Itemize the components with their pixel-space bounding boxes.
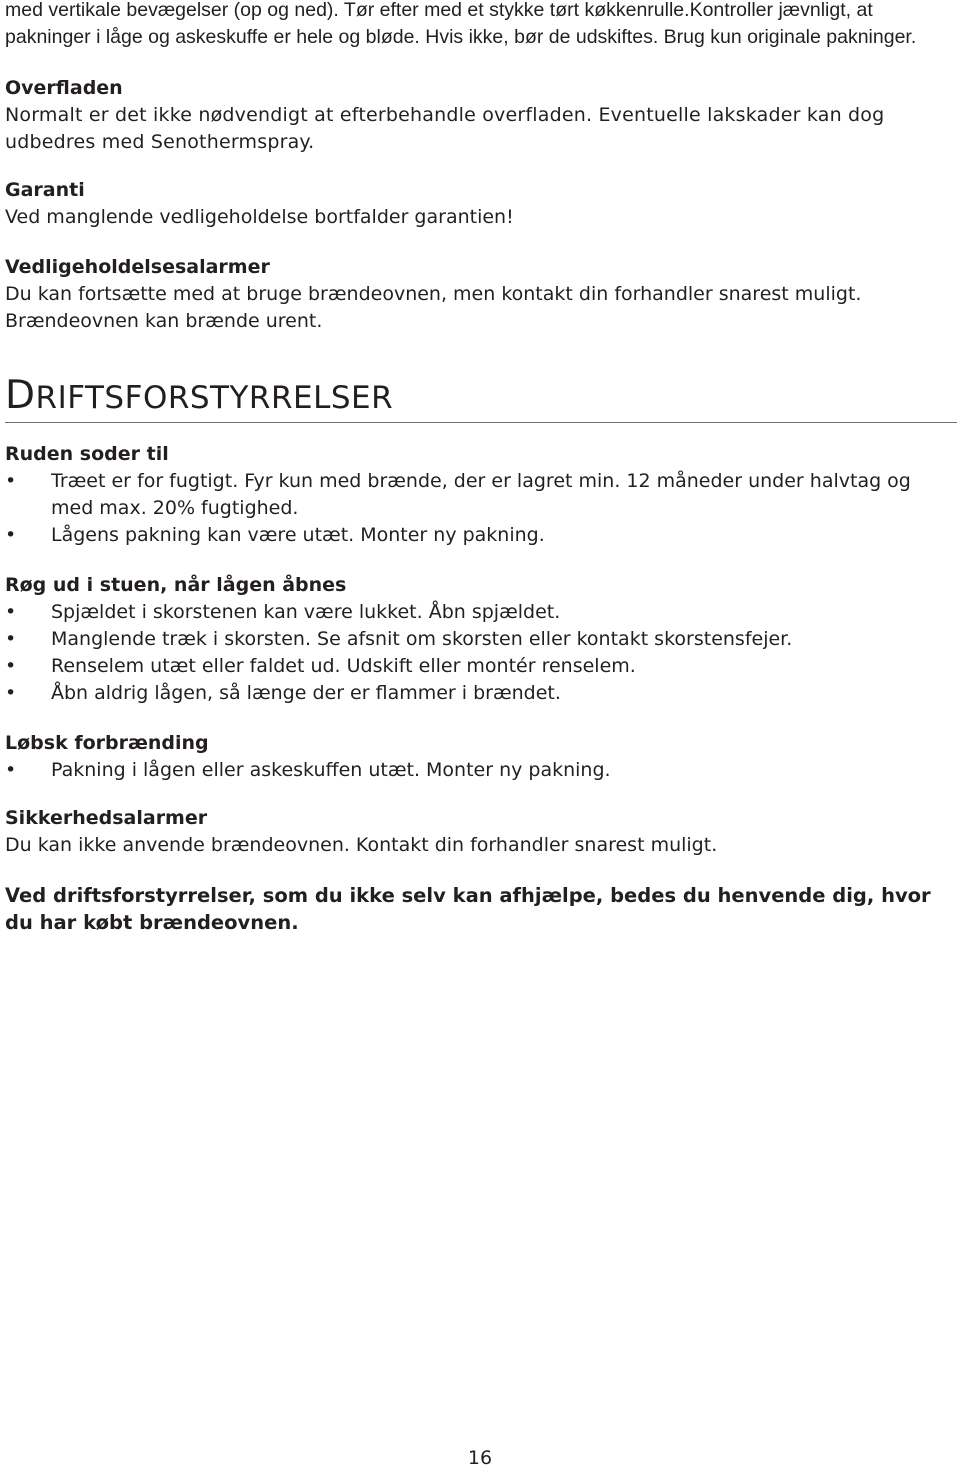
list-item bbox=[5, 599, 957, 626]
sikkerhed-section bbox=[5, 805, 957, 859]
garanti-text: Ved manglende vedligeholdelse bortfalder garantien! bbox=[5, 206, 514, 228]
overfladen-section bbox=[5, 75, 957, 156]
list-item bbox=[5, 653, 957, 680]
list-item bbox=[5, 468, 957, 522]
garanti-heading: Garanti bbox=[5, 179, 85, 201]
ruden-section bbox=[5, 441, 957, 549]
bullet-icon: • bbox=[5, 601, 17, 623]
loebsk-heading: Løbsk forbrænding bbox=[5, 732, 209, 754]
section-divider bbox=[5, 422, 957, 423]
list-item-text: Åbn aldrig lågen, så længe der er flammer i brændet. bbox=[51, 682, 561, 704]
list-item-text: Manglende træk i skorsten. Se afsnit om skorsten eller kontakt skorstensfejer. bbox=[51, 628, 793, 650]
bullet-icon: • bbox=[5, 470, 17, 492]
list-item-text: Pakning i lågen eller askeskuffen utæt. Monter ny pakning. bbox=[51, 759, 611, 781]
bullet-icon: • bbox=[5, 655, 17, 677]
sikkerhed-heading: Sikkerhedsalarmer bbox=[5, 807, 208, 829]
list-item-text: Renselem utæt eller faldet ud. Udskift eller montér renselem. bbox=[51, 655, 636, 677]
sikkerhed-text: Du kan ikke anvende brændeovnen. Kontakt din forhandler snarest muligt. bbox=[5, 834, 718, 856]
page-number: 16 bbox=[467, 1447, 493, 1469]
ruden-heading: Ruden soder til bbox=[5, 443, 169, 465]
list-item-text: Spjældet i skorstenen kan være lukket. Åbn spjældet. bbox=[51, 601, 561, 623]
list-item bbox=[5, 680, 957, 707]
loebsk-list bbox=[5, 757, 957, 784]
vedligeholdelsesalarmer-text: Du kan fortsætte med at bruge brændeovnen, men kontakt din forhandler snarest muligt. Brændeovnen kan brænde urent. bbox=[5, 283, 862, 332]
list-item-text: Lågens pakning kan være utæt. Monter ny pakning. bbox=[51, 524, 545, 546]
roeg-section bbox=[5, 572, 957, 707]
garanti-section bbox=[5, 177, 957, 231]
bullet-icon: • bbox=[5, 682, 17, 704]
bullet-icon: • bbox=[5, 524, 17, 546]
closing-paragraph: Ved driftsforstyrrelser, som du ikke selv kan afhjælpe, bedes du henvende dig, hvor du har købt brændeovnen. bbox=[5, 884, 931, 934]
list-item-text: Træet er for fugtigt. Fyr kun med brænde, der er lagret min. 12 måneder under halvtag og med max. 20% fugtighed. bbox=[51, 470, 911, 519]
intro-paragraph: med vertikale bevægelser (op og ned). Tør efter med et stykke tørt køkkenrulle.Kontroller jævnligt, at pakninger i låge og askeskuffe er hele og bløde. Hvis ikke, bør de udskiftes. Brug kun originale pakninger. bbox=[5, 0, 917, 48]
loebsk-section bbox=[5, 730, 957, 784]
roeg-list bbox=[5, 599, 957, 707]
list-item bbox=[5, 757, 957, 784]
vedligeholdelsesalarmer-heading: Vedligeholdelsesalarmer bbox=[5, 256, 270, 278]
list-item bbox=[5, 626, 957, 653]
bullet-icon: • bbox=[5, 759, 17, 781]
section-title-rest: RIFTSFORSTYRRELSER bbox=[35, 380, 394, 416]
vedligeholdelsesalarmer-section bbox=[5, 254, 957, 335]
section-title-cap: D bbox=[5, 373, 36, 418]
section-title bbox=[5, 373, 957, 418]
list-item bbox=[5, 522, 957, 549]
ruden-list bbox=[5, 468, 957, 549]
overfladen-heading: Overfladen bbox=[5, 77, 123, 99]
overfladen-text: Normalt er det ikke nødvendigt at efterbehandle overfladen. Eventuelle lakskader kan dog udbedres med Senothermspray. bbox=[5, 104, 885, 153]
roeg-heading: Røg ud i stuen, når lågen åbnes bbox=[5, 574, 347, 596]
bullet-icon: • bbox=[5, 628, 17, 650]
